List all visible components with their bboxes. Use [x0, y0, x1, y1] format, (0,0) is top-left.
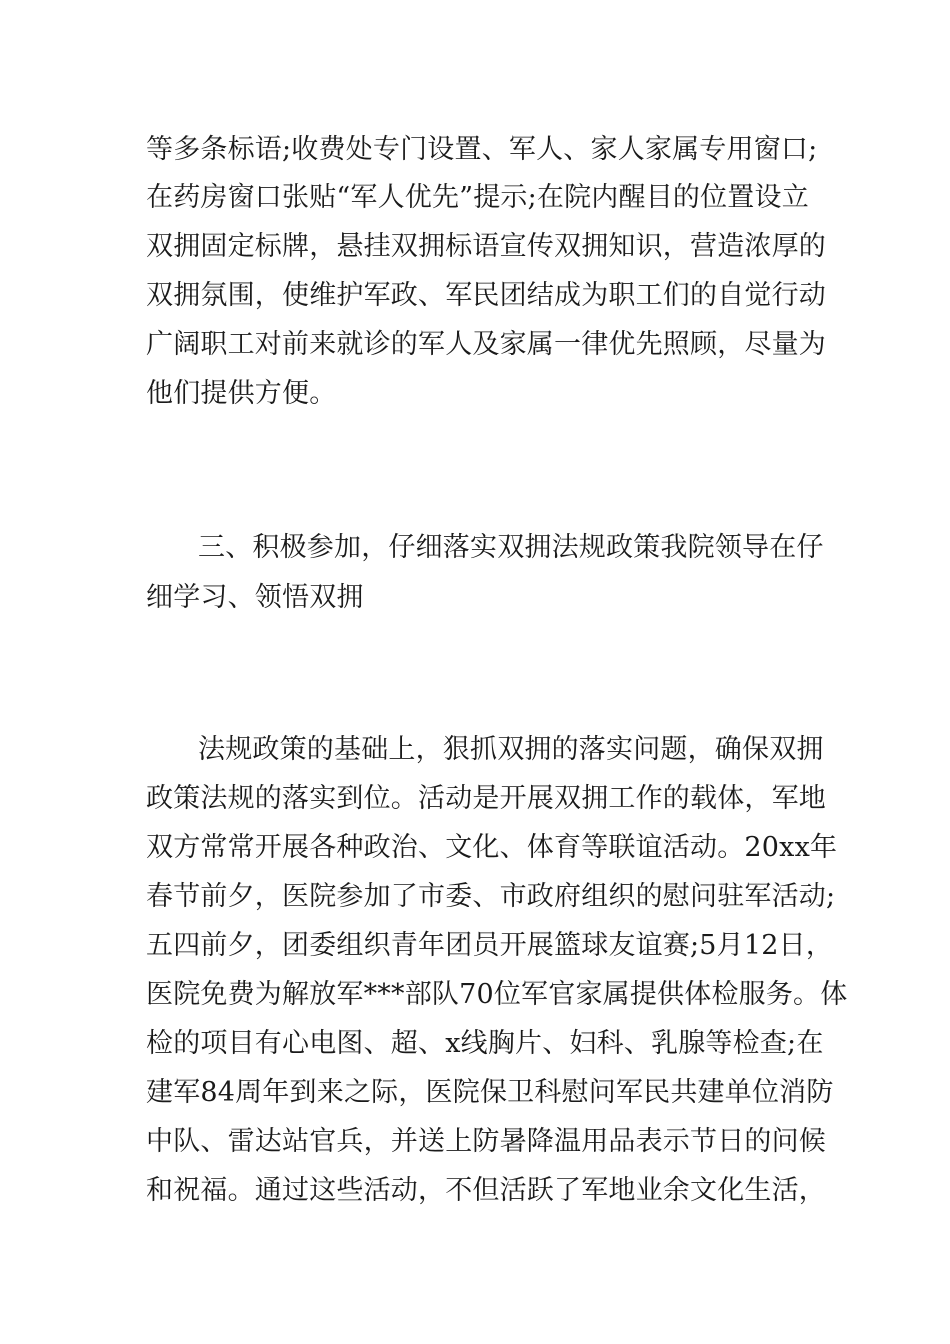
paragraph-3-line-9: 中队、雷达站官兵，并送上防暑降温用品表示节日的问候 — [146, 1126, 826, 1157]
paragraph-3-line-10: 和祝福。通过这些活动，不但活跃了军地业余文化生活， — [146, 1175, 826, 1206]
paragraph-3-line-6: 医院免费为解放军***部队70位军官家属提供体检服务。体 — [146, 979, 848, 1010]
paragraph-3-line-3: 双方常常开展各种政治、文化、体育等联谊活动。20xx年 — [146, 832, 838, 863]
paragraph-3-line-1: 法规政策的基础上，狠抓双拥的落实问题，确保双拥 — [198, 734, 824, 765]
paragraph-3-line-7: 检的项目有心电图、超、x线胸片、妇科、乳腺等检查;在 — [146, 1028, 824, 1059]
paragraph-1-line-3: 双拥固定标牌，悬挂双拥标语宣传双拥知识，营造浓厚的 — [146, 231, 826, 262]
paragraph-1-line-6: 他们提供方便。 — [146, 378, 337, 409]
paragraph-3-line-2: 政策法规的落实到位。活动是开展双拥工作的载体，军地 — [146, 783, 826, 814]
paragraph-1-line-4: 双拥氛围，使维护军政、军民团结成为职工们的自觉行动 — [146, 280, 826, 311]
paragraph-1-line-2: 在药房窗口张贴“军人优先”提示;在院内醒目的位置设立 — [146, 182, 809, 213]
paragraph-2-line-1: 三、积极参加，仔细落实双拥法规政策我院领导在仔 — [198, 532, 824, 563]
paragraph-1-line-1: 等多条标语;收费处专门设置、军人、家人家属专用窗口; — [146, 134, 818, 165]
paragraph-3-line-5: 五四前夕，团委组织青年团员开展篮球友谊赛;5月12日， — [146, 930, 834, 961]
paragraph-3-line-4: 春节前夕，医院参加了市委、市政府组织的慰问驻军活动; — [146, 881, 836, 912]
paragraph-1-line-5: 广阔职工对前来就诊的军人及家属一律优先照顾，尽量为 — [146, 329, 826, 360]
paragraph-2-line-2: 细学习、领悟双拥 — [146, 582, 364, 613]
paragraph-3-line-8: 建军84周年到来之际，医院保卫科慰问军民共建单位消防 — [146, 1077, 834, 1108]
